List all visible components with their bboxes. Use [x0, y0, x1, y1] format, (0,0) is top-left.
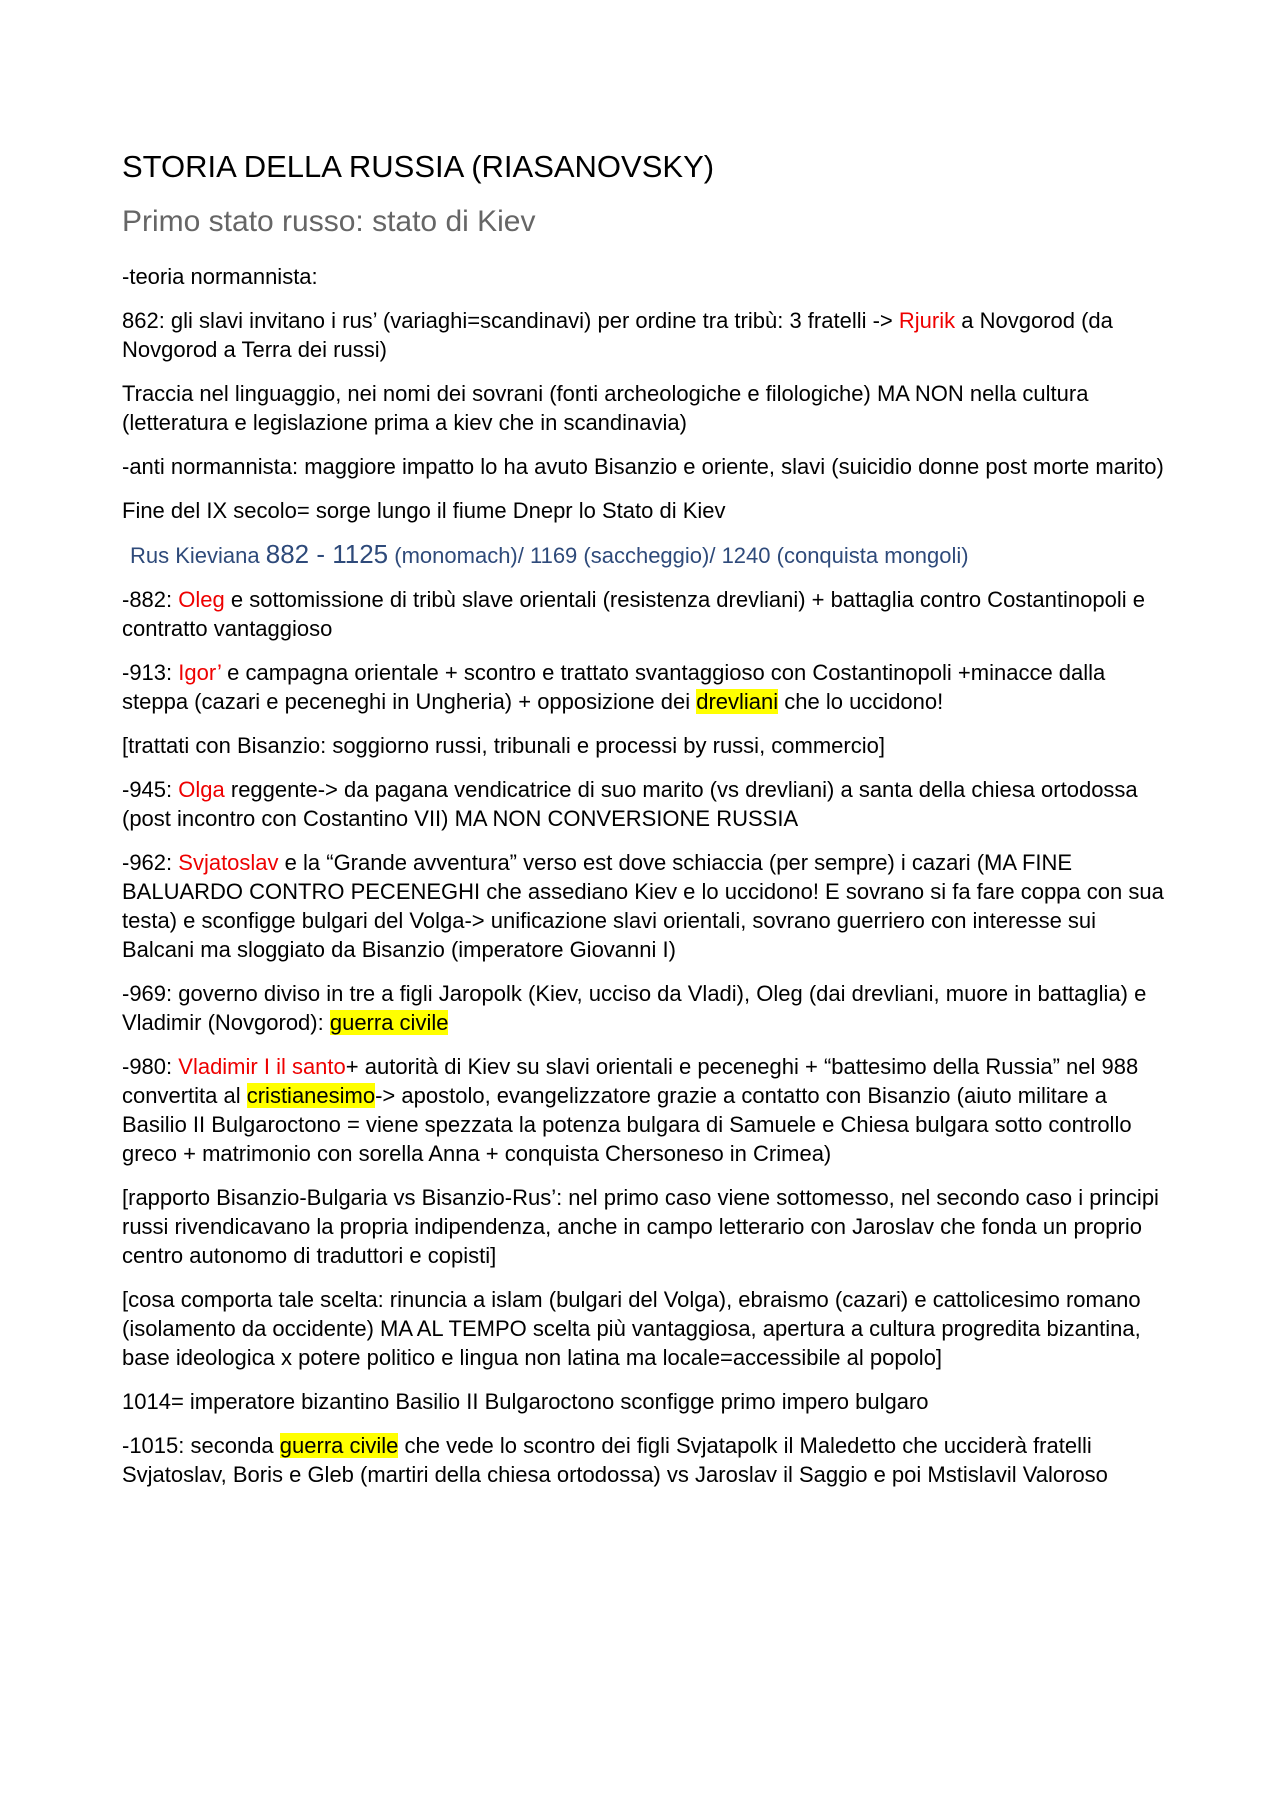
text-run: Fine del IX secolo= sorge lungo il fiume Dnepr lo Stato di Kiev: [122, 498, 726, 524]
paragraph: [122, 306, 1168, 364]
paragraph: [122, 379, 1168, 437]
paragraph: [122, 1285, 1168, 1372]
paragraph: [122, 658, 1168, 716]
text-run: Traccia nel linguaggio, nei nomi dei sovrani (fonti archeologiche e filologiche) MA NON nella cultura (letteratura e legislazione prima a kiev che in scandinavia): [122, 381, 1089, 436]
text-run: + autorità di Kiev su slavi orientali e peceneghi + “battesimo della Russia” nel 988 convertita al: [122, 1054, 1139, 1109]
ruler-name: Vladimir I il santo: [178, 1054, 346, 1080]
text-run: -1015: seconda: [122, 1433, 280, 1459]
text-run: -945:: [122, 777, 179, 803]
text-run: -anti normannista: maggiore impatto lo ha avuto Bisanzio e oriente, slavi (suicidio donne post morte marito): [122, 454, 1164, 480]
ruler-name: Olga: [178, 777, 225, 803]
paragraph: [122, 1387, 1168, 1416]
paragraph: [122, 585, 1168, 643]
text-run: a Novgorod (da Novgorod a Terra dei russi): [122, 308, 1113, 363]
document-page: [122, 148, 1168, 1504]
paragraph: [122, 1052, 1168, 1168]
text-run: 862: gli slavi invitano i rus’ (variaghi=scandinavi) per ordine tra tribù: 3 fratelli ->: [122, 308, 899, 334]
paragraph: [122, 1431, 1168, 1489]
text-run: -913:: [122, 660, 179, 686]
text-run: [cosa comporta tale scelta: rinuncia a islam (bulgari del Volga), ebraismo (cazari) e cattolicesimo romano (isolamento da occidente) MA AL TEMPO scelta più vantaggiosa, apertura a cultura progredita bizantina, base ideologica x potere politico e lingua non latina ma locale=accessibile al popolo]: [122, 1287, 1141, 1371]
paragraph: [122, 496, 1168, 525]
text-run: -teoria normannista:: [122, 264, 318, 290]
section-heading: Primo stato russo: stato di Kiev: [122, 204, 536, 238]
text-run: che vede lo scontro dei figli Svjatapolk il Maledetto che ucciderà fratelli Svjatoslav, Boris e Gleb (martiri della chiesa ortodossa) vs Jaroslav il Saggio e poi Mstislavil Valoroso: [122, 1433, 1108, 1488]
text-run: e la “Grande avventura” verso est dove schiaccia (per sempre) i cazari (MA FINE BALUARDO CONTRO PECENEGHI che assediano Kiev e lo uccidono! E sovrano si fa fare coppa con sua testa) e sconfigge bulgari del Volga-> unificazione slavi orientali, sovrano guerriero con interesse sui Balcani ma sloggiato da Bisanzio (imperatore Giovanni I): [122, 850, 1164, 963]
page-title: STORIA DELLA RUSSIA (RIASANOVSKY): [122, 149, 715, 184]
rus-kieviana-heading: [130, 540, 1168, 570]
text-run: -882:: [122, 587, 179, 613]
text-run: reggente-> da pagana vendicatrice di suo marito (vs drevliani) a santa della chiesa ortodossa (post incontro con Costantino VII) MA NON CONVERSIONE RUSSIA: [122, 777, 1138, 832]
paragraph: [122, 731, 1168, 760]
paragraph: [122, 775, 1168, 833]
highlighted-text: drevliani: [696, 689, 779, 715]
text-run: [rapporto Bisanzio-Bulgaria vs Bisanzio-Rus’: nel primo caso viene sottomesso, nel secondo caso i principi russi rivendicavano la propria indipendenza, anche in campo letterario con Jaroslav che fonda un proprio centro autonomo di traduttori e copisti]: [122, 1185, 1159, 1269]
text-run: Rus Kieviana: [130, 543, 266, 569]
highlighted-text: guerra civile: [329, 1010, 449, 1036]
ruler-name: Svjatoslav: [178, 850, 279, 876]
text-run: e sottomissione di tribù slave orientali (resistenza drevliani) + battaglia contro Costantinopoli e contratto vantaggioso: [122, 587, 1145, 642]
ruler-name: Igor’: [178, 660, 222, 686]
text-run: -980:: [122, 1054, 179, 1080]
document-body: [122, 262, 1168, 1489]
date-range: 882 - 1125: [265, 539, 389, 570]
text-run: e campagna orientale + scontro e trattato svantaggioso con Costantinopoli +minacce dalla steppa (cazari e peceneghi in Ungheria) + opposizione dei: [122, 660, 1106, 715]
text-run: (monomach)/ 1169 (saccheggio)/ 1240 (conquista mongoli): [388, 543, 969, 569]
highlighted-text: cristianesimo: [246, 1083, 376, 1109]
paragraph: [122, 452, 1168, 481]
paragraph: [122, 262, 1168, 291]
ruler-name: Rjurik: [898, 308, 956, 334]
paragraph: [122, 979, 1168, 1037]
text-run: -969: governo diviso in tre a figli Jaropolk (Kiev, ucciso da Vladi), Oleg (dai drevliani, muore in battaglia) e Vladimir (Novgorod):: [122, 981, 1147, 1036]
highlighted-text: guerra civile: [279, 1433, 399, 1459]
paragraph: [122, 1183, 1168, 1270]
text-run: [trattati con Bisanzio: soggiorno russi, tribunali e processi by russi, commercio]: [122, 733, 885, 759]
text-run: -> apostolo, evangelizzatore grazie a contatto con Bisanzio (aiuto militare a Basilio II Bulgaroctono = viene spezzata la potenza bulgara di Samuele e Chiesa bulgara sotto controllo greco + matrimonio con sorella Anna + conquista Chersoneso in Crimea): [122, 1083, 1132, 1167]
text-run: che lo uccidono!: [778, 689, 944, 715]
text-run: -962:: [122, 850, 179, 876]
text-run: 1014= imperatore bizantino Basilio II Bulgaroctono sconfigge primo impero bulgaro: [122, 1389, 929, 1415]
ruler-name: Oleg: [178, 587, 225, 613]
paragraph: [122, 848, 1168, 964]
